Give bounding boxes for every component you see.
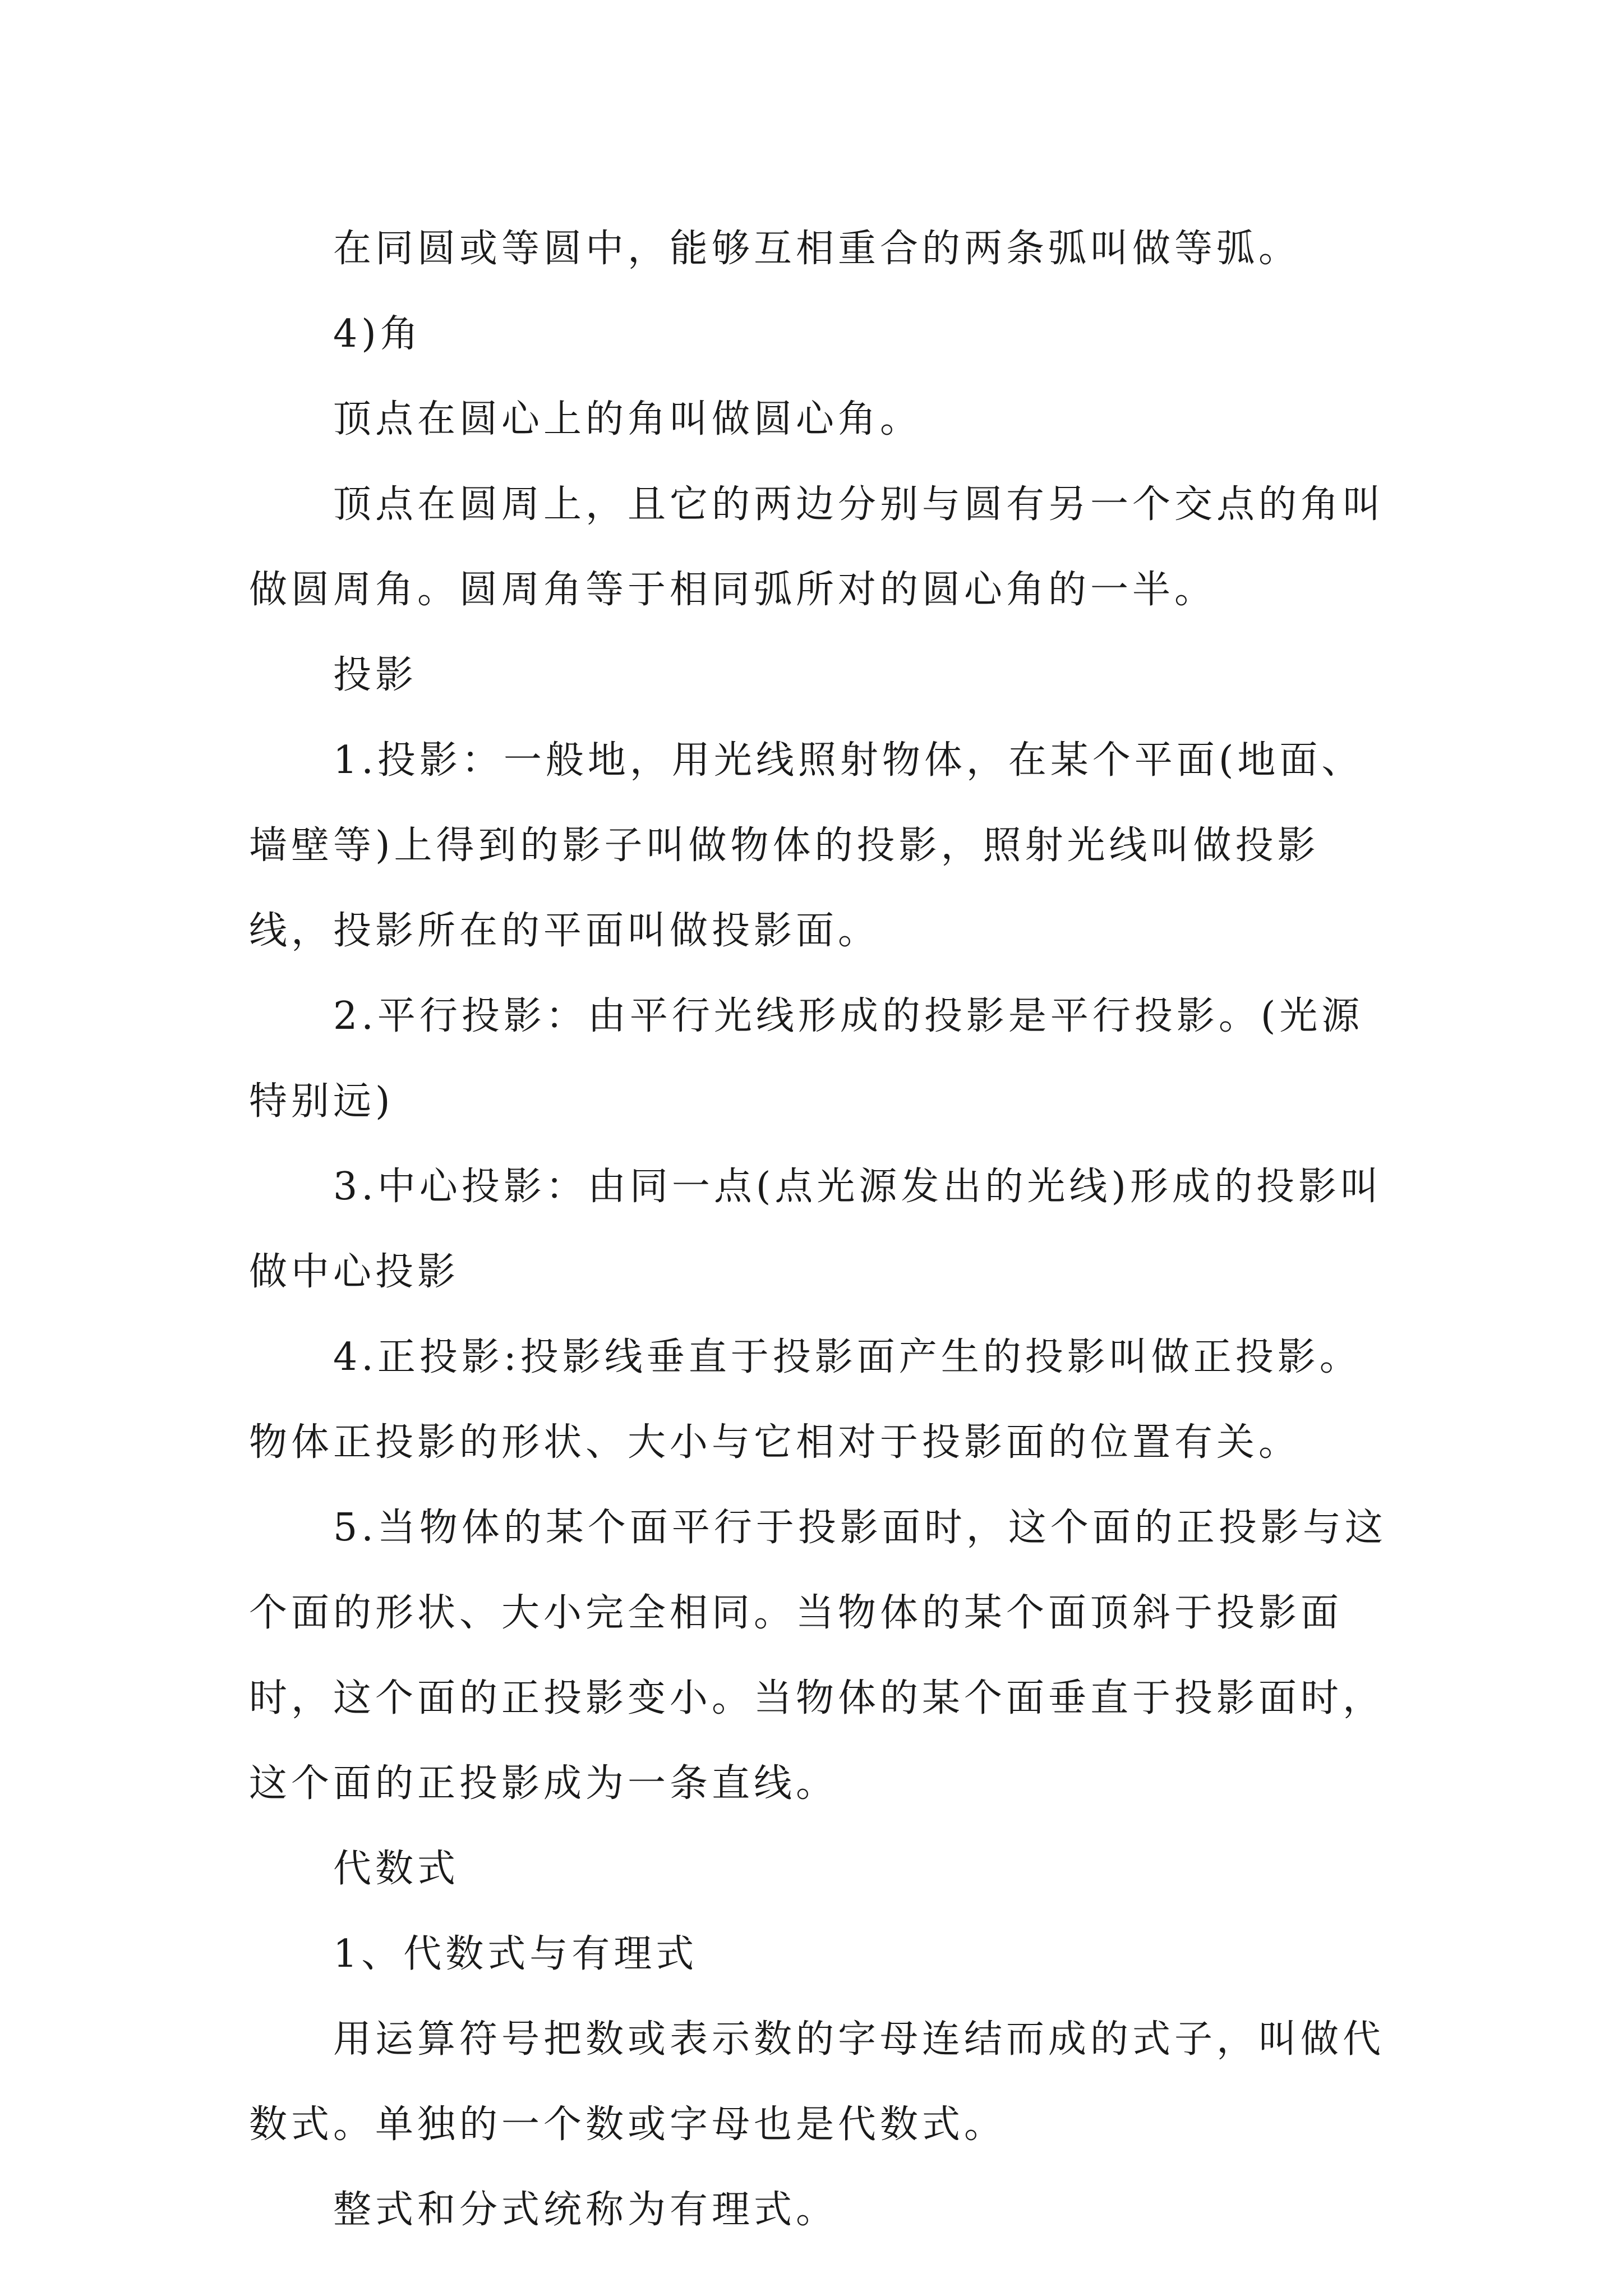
paragraph-central-projection: 3.中心投影：由同一点(点光源发出的光线)形成的投影叫做中心投影	[249, 1165, 1382, 1294]
heading-algebraic-expressions: 代数式	[333, 1847, 460, 1891]
paragraph-algebraic-definition: 用运算符号把数或表示数的字母连结而成的式子，叫做代数式。单独的一个数或字母也是代数式。	[249, 2017, 1385, 2147]
paragraph-projection-definition: 1.投影：一般地，用光线照射物体，在某个平面(地面、墙壁等)上得到的影子叫做物体的投影，照射光线叫做投影线，投影所在的平面叫做投影面。	[249, 738, 1364, 953]
heading-angles: 4)角	[333, 312, 422, 356]
document-body	[249, 206, 1393, 2253]
paragraph-inscribed-angle: 顶点在圆周上，且它的两边分别与圆有另一个交点的角叫做圆周角。圆周角等于相同弧所对的圆心角的一半。	[249, 482, 1385, 612]
paragraph-central-angle: 顶点在圆心上的角叫做圆心角。	[333, 397, 923, 441]
paragraph-projection-cases: 5.当物体的某个面平行于投影面时，这个面的正投影与这个面的形状、大小完全相同。当物体的某个面顶斜于投影面时，这个面的正投影变小。当物体的某个面垂直于投影面时，这个面的正投影成为一条直线。	[249, 1506, 1387, 1806]
paragraph-equal-arcs: 在同圆或等圆中，能够互相重合的两条弧叫做等弧。	[333, 227, 1301, 271]
paragraph-parallel-projection: 2.平行投影：由平行光线形成的投影是平行投影。(光源特别远)	[249, 994, 1364, 1124]
paragraph-rational-expressions: 整式和分式统称为有理式。	[333, 2188, 838, 2232]
paragraph-orthographic-projection: 4.正投影:投影线垂直于投影面产生的投影叫做正投影。物体正投影的形状、大小与它相对于投影面的位置有关。	[249, 1335, 1362, 1465]
heading-projection: 投影	[333, 653, 418, 697]
subheading-algebraic-rational: 1、代数式与有理式	[333, 1932, 698, 1976]
